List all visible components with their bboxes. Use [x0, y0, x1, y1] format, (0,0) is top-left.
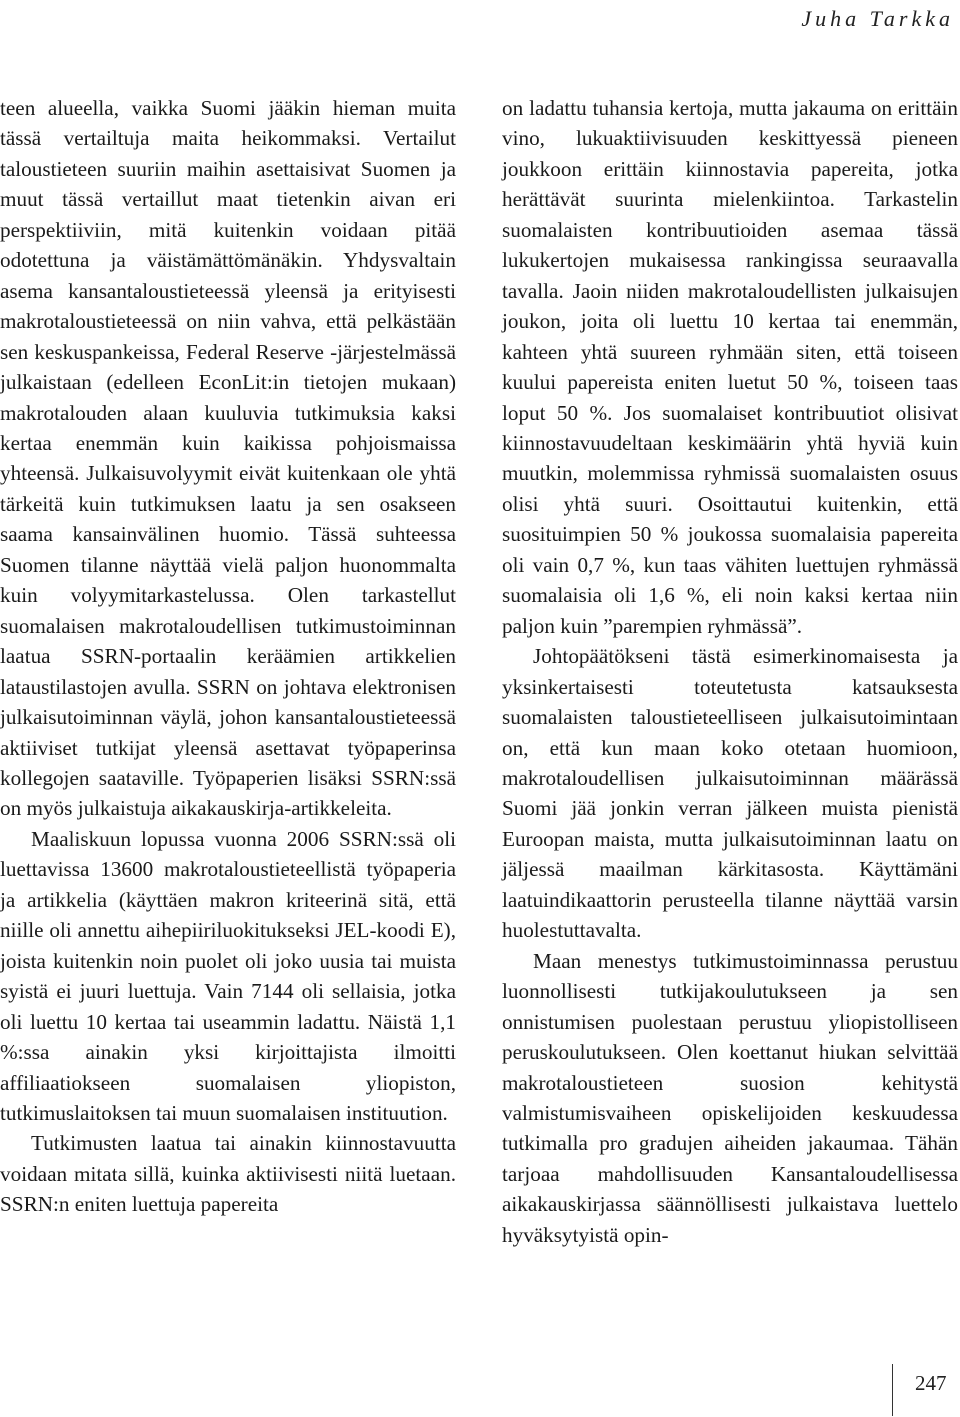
paragraph: teen alueella, vaikka Suomi jääkin hieman muita tässä vertailtuja maita heikommaksi. Vertailut taloustieteen suuriin maihin asettaisivat Suomen ja muut tässä vertaillut maat tietenkin aivan eri perspektiiviin, mitä kuitenkin voidaan pitää odotettuna ja väistämättömänäkin. Yhdysvaltain asema kansantaloustieteessä yleensä ja erityisesti makrotaloustieteessä on niin vahva, että pelkästään sen keskuspankeissa, Federal Reserve -järjestelmässä julkaistaan (edelleen EconLit:in tietojen mukaan) makrotalouden alaan kuuluvia tutkimuksia kaksi kertaa enemmän kuin kaikissa pohjoismaissa yhteensä. Julkaisuvolyymit eivät kuitenkaan ole yhtä tärkeitä kuin tutkimuksen laatu ja sen osakseen saama kansainvälinen huomio. Tässä suhteessa Suomen tilanne näyttää vielä paljon huonommalta kuin volyymitarkastelussa. Olen tarkastellut suomalaisen makrotaloudellisen tutkimustoiminnan laatua SSRN-portaalin keräämien artikkelien lataustilastojen avulla. SSRN on johtava elektronisen julkaisutoiminnan väylä, johon kansantaloustieteessä aktiiviset tutkijat yleensä asettavat työpaperinsa kollegojen saataville. Työpaperien lisäksi SSRN:ssä on myös julkaistuja aikakauskirja-artikkeleita.	[0, 96, 456, 821]
running-header-author: Juha Tarkka	[801, 6, 954, 31]
paragraph: Maan menestys tutkimustoiminnassa perustuu luonnollisesti tutkijakoulutukseen ja sen onnistumisen puolestaan perustuu yliopistolliseen peruskoulutukseen. Olen koettanut hiukan selvittää makrotaloustieteen suosion kehitystä valmistumisvaiheen opiskelijoiden keskuudessa tutkimalla pro gradujen aiheiden jakaumaa. Tähän tarjoaa mahdollisuuden Kansantaloudellisessa aikakauskirjassa säännöllisesti julkaistava luettelo hyväksytyistä opin-	[502, 948, 958, 1247]
paragraph: Maaliskuun lopussa vuonna 2006 SSRN:ssä oli luettavissa 13600 makrotaloustieteellistä työpaperia ja artikkelia (käyttäen makron kriteerinä sitä, että niille oli annettu aihepiiriluokitukseksi JEL-koodi E), joista kuitenkin noin puolet oli joko uusia tai muista syistä ei juuri luettuja. Vain 7144 oli sellaisia, jotka oli luettu 10 kertaa tai useammin ladattu. Näistä 1,1 %:ssa ainakin yksi kirjoittajista ilmoitti affiliaatiokseen suomalaisen yliopiston, tutkimuslaitoksen tai muun suomalaisen instituution.	[0, 826, 456, 1125]
left-column	[0, 93, 456, 1220]
paragraph: on ladattu tuhansia kertoja, mutta jakauma on erittäin vino, lukuaktiivisuuden keskittyessä pieneen joukkoon erittäin kiinnostavia papereita, jotka herättävät suurinta mielenkiintoa. Tarkastelin suomalaisten kontribuutioiden asemaa tässä lukukertojen mukaisessa rankingissa seuraavalla tavalla. Jaoin niiden makrotaloudellisten julkaisujen joukon, joita oli luettu 10 kertaa tai enemmän, kahteen yhtä suureen ryhmään siten, että toiseen kuului papereista eniten luetut 50 %, toiseen taas loput 50 %. Jos suomalaiset kontribuutiot olisivat kiinnostavuudeltaan keskimäärin yhtä hyviä kuin muutkin, molemmissa ryhmissä suomalaisten osuus olisi yhtä suuri. Osoittautui kuitenkin, että suosituimpien 50 % joukossa suomalaisia papereita oli vain 0,7 %, kun taas vähiten luettujen ryhmässä suomalaisia oli 1,6 %, eli noin kaksi kertaa niin paljon kuin ”parempien ryhmässä”.	[502, 96, 958, 638]
paragraph: Johtopäätökseni tästä esimerkinomaisesta ja yksinkertaisesti toteutetusta katsauksesta suomalaisten taloustieteelliseen julkaisutoimintaan on, että kun maan koko otetaan huomioon, makrotaloudellisen julkaisutoiminnan määrässä Suomi jää jonkin verran jälkeen muista pienistä Euroopan maista, mutta julkaisutoiminnan laatu on jäljessä maailman kärkitasosta. Käyttämäni laatuindikaattorin perusteella tilanne näyttää varsin huolestuttavalta.	[502, 644, 958, 943]
right-column	[502, 93, 958, 1250]
page-number-divider	[892, 1364, 893, 1416]
paragraph: Tutkimusten laatua tai ainakin kiinnostavuutta voidaan mitata sillä, kuinka aktiivisesti niitä luetaan. SSRN:n eniten luettuja papereita	[0, 1131, 456, 1217]
page-number: 247	[915, 1371, 947, 1395]
